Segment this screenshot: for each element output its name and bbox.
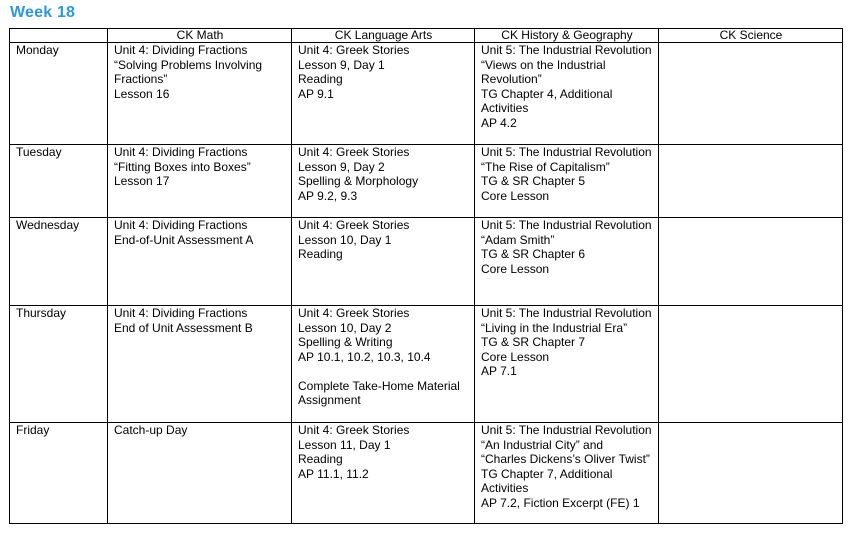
- cell-line: AP 9.2, 9.3: [298, 188, 358, 203]
- cell-line: Reading: [298, 247, 343, 261]
- day-cell: Friday: [10, 423, 108, 524]
- cell-line: Unit 5: The Industrial Revolution: [481, 43, 652, 57]
- cell-line: AP 11.1, 11.2: [298, 466, 369, 481]
- cell-line: TG Chapter 7, Additional: [481, 466, 613, 481]
- cell-line: Activities: [481, 101, 529, 115]
- cell-line: Lesson 10, Day 2: [298, 320, 392, 335]
- day-cell: Monday: [10, 43, 108, 145]
- history-geography-cell: [475, 145, 659, 218]
- history-geography-cell: [475, 306, 659, 423]
- cell-line: AP 7.1: [481, 364, 517, 378]
- cell-line: “Adam Smith”: [481, 232, 555, 247]
- cell-line: Reading: [298, 72, 343, 86]
- history-geography-cell: [475, 43, 659, 145]
- cell-line: Lesson 16: [114, 86, 170, 101]
- cell-line: End-of-Unit Assessment A: [114, 232, 254, 247]
- cell-line: Lesson 9, Day 2: [298, 159, 385, 174]
- header-ck-history-geography: CK History & Geography: [475, 29, 659, 43]
- cell-line: Lesson 17: [114, 174, 170, 188]
- schedule-table: [9, 28, 843, 524]
- cell-line: Unit 4: Dividing Fractions: [114, 218, 248, 232]
- cell-line: Core Lesson: [481, 188, 550, 203]
- table-row: [10, 306, 843, 423]
- cell-line: End of Unit Assessment B: [114, 320, 253, 335]
- cell-line: AP 4.2: [481, 115, 517, 130]
- science-cell: [659, 306, 843, 423]
- cell-line: AP 10.1, 10.2, 10.3, 10.4: [298, 349, 431, 364]
- science-cell: [659, 218, 843, 306]
- cell-line: Core Lesson: [481, 349, 550, 364]
- cell-line: “Fitting Boxes into Boxes”: [114, 159, 251, 174]
- cell-line: Core Lesson: [481, 261, 550, 276]
- day-cell: Thursday: [10, 306, 108, 423]
- science-cell: [659, 145, 843, 218]
- cell-line: AP 7.2, Fiction Excerpt (FE) 1: [481, 495, 640, 510]
- cell-line: TG & SR Chapter 6: [481, 247, 586, 261]
- day-cell: Tuesday: [10, 145, 108, 218]
- history-geography-cell: [475, 218, 659, 306]
- cell-line: AP 9.1: [298, 86, 334, 101]
- header-ck-science: CK Science: [659, 29, 843, 43]
- cell-line: Spelling & Morphology: [298, 174, 419, 188]
- cell-line: TG & SR Chapter 5: [481, 174, 586, 188]
- cell-line: Assignment: [298, 393, 361, 407]
- header-ck-math: CK Math: [108, 29, 292, 43]
- cell-line: Unit 4: Greek Stories: [298, 423, 410, 437]
- history-geography-cell: [475, 423, 659, 524]
- header-ck-language-arts: CK Language Arts: [292, 29, 475, 43]
- language-arts-cell: [292, 423, 475, 524]
- table-row: [10, 423, 843, 524]
- language-arts-cell: [292, 306, 475, 423]
- math-cell: [108, 218, 292, 306]
- cell-line: “An Industrial City” and: [481, 437, 604, 452]
- science-cell: [659, 423, 843, 524]
- table-row: [10, 43, 843, 145]
- language-arts-cell: [292, 218, 475, 306]
- science-cell: [659, 43, 843, 145]
- math-cell: [108, 306, 292, 423]
- cell-line: Unit 5: The Industrial Revolution: [481, 306, 652, 320]
- cell-line: TG Chapter 4, Additional: [481, 86, 613, 101]
- cell-line: “The Rise of Capitalism”: [481, 159, 610, 174]
- header-day: [10, 29, 108, 43]
- cell-line: Unit 5: The Industrial Revolution: [481, 218, 652, 232]
- cell-line: Unit 4: Dividing Fractions: [114, 145, 248, 159]
- day-cell: Wednesday: [10, 218, 108, 306]
- cell-line: Unit 4: Greek Stories: [298, 218, 410, 232]
- math-cell: [108, 43, 292, 145]
- cell-line: Unit 4: Greek Stories: [298, 43, 410, 57]
- math-cell: [108, 145, 292, 218]
- cell-line: TG & SR Chapter 7: [481, 335, 586, 349]
- cell-line: “Views on the Industrial: [481, 57, 606, 72]
- page-title: Week 18: [10, 4, 76, 21]
- cell-line: Revolution”: [481, 72, 542, 86]
- cell-line: Unit 5: The Industrial Revolution: [481, 423, 652, 437]
- cell-line: Spelling & Writing: [298, 335, 393, 349]
- header-row: [10, 29, 843, 43]
- cell-line-spacer: [298, 364, 469, 379]
- cell-line: “Living in the Industrial Era”: [481, 320, 628, 335]
- cell-line: Fractions”: [114, 72, 168, 86]
- language-arts-cell: [292, 145, 475, 218]
- cell-line: Unit 4: Greek Stories: [298, 145, 410, 159]
- cell-line: Unit 4: Dividing Fractions: [114, 306, 248, 320]
- cell-line: Complete Take-Home Material: [298, 378, 460, 393]
- language-arts-cell: [292, 43, 475, 145]
- cell-line: Lesson 11, Day 1: [298, 437, 391, 452]
- table-row: [10, 218, 843, 306]
- cell-line: Reading: [298, 452, 343, 466]
- table-row: [10, 145, 843, 218]
- cell-line: Lesson 9, Day 1: [298, 57, 385, 72]
- cell-line: Unit 4: Dividing Fractions: [114, 43, 248, 57]
- math-cell: [108, 423, 292, 524]
- cell-line: Activities: [481, 481, 529, 495]
- cell-line: Unit 4: Greek Stories: [298, 306, 410, 320]
- cell-line: “Charles Dickens’s Oliver Twist”: [481, 452, 650, 466]
- cell-line: Lesson 10, Day 1: [298, 232, 392, 247]
- cell-line: “Solving Problems Involving: [114, 57, 263, 72]
- cell-line: Catch-up Day: [114, 423, 188, 437]
- cell-line: Unit 5: The Industrial Revolution: [481, 145, 652, 159]
